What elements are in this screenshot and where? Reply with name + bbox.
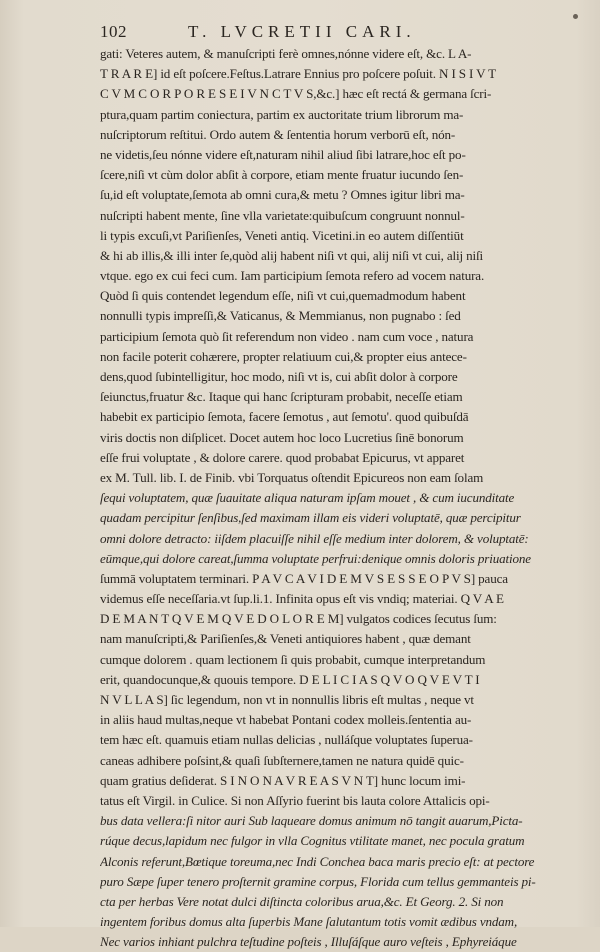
text-line: & hi ab illis,& illi inter ſe,quòd alij habent niſi vt qui, alij niſi vt cui, alij niſi	[100, 247, 483, 263]
text-line: in aliis haud multas,neque vt habebat Pontani codex molleis.ſententia au-	[100, 712, 472, 728]
text-line: nonnulli typis impreſſi,& Vaticanus, & Memmianus, non pugnabo : ſed	[100, 308, 461, 324]
text-line: tatus eſt Virgil. in Culice. Si non Aſſyrio fuerint bis lauta colore Attalicis opi-	[100, 792, 490, 808]
text-line: li typis excuſi,vt Pariſienſes, Veneti antiq. Vicetini.in eo autem diſſentiūt	[100, 227, 464, 243]
text-line: ex M. Tull. lib. I. de Finib. vbi Torquatus oſtendit Epicureos non eam ſolam	[100, 469, 484, 485]
text-line: nuſcriptorum reſtitui. Ordo autem & ſententia horum verborū eſt, nón-	[100, 126, 456, 142]
text-line: caneas adhibere poſsint,& quaſi ſubſternere,tamen ne natura quidē quic-	[100, 752, 464, 768]
page-number: 102	[100, 22, 127, 41]
text-line: eſſe frui voluptate , & dolore carere. quod probabat Epicurus, vt apparet	[100, 449, 465, 465]
text-line: erit, quandocunque,& quouis tempore. D E L I C I A S Q V O Q V E V T I	[100, 671, 480, 687]
text-line: ſcere,niſi vt cùm dolor abſit à corpore, etiam mente fruatur iucundo ſen-	[100, 167, 464, 183]
text-line: puro Sæpe ſuper tenero proſternit gramine corpus, Florida cum tellus gemmanteis pi-	[100, 873, 536, 889]
text-line: tem hæc eſt. quamuis etiam nullas delicias , nulláſque voluptates ſuperua-	[100, 732, 473, 748]
text-line: D E M A N T Q V E M Q V E D O L O R E M] vulgatos codices ſecutus ſum:	[100, 611, 497, 627]
text-line: ſeiunctus,fruatur &c. Itaque qui hanc ſcripturam probabit, neceſſe etiam	[100, 389, 463, 405]
running-title: T. LVCRETII CARI.	[188, 22, 416, 41]
text-line: rúque decus,lapidum nec fulgor in vlla Cognitus vtilitate manet, nec pocula gratum	[100, 833, 525, 849]
text-line: vtque. ego ex cui feci cum. Iam participium ſemota refero ad vocem natura.	[100, 268, 485, 284]
text-line: bus data vellera:ſi nitor auri Sub laqueare domus animum nō tangit auarum,Picta-	[100, 813, 523, 829]
text-line: ptura,quam partim coniectura, partim ex auctoritate trium librorum ma-	[100, 106, 464, 122]
text-line: N V L L A S] ſic legendum, non vt in nonnullis libris eſt multas , neque vt	[100, 692, 474, 707]
text-line: quam gratius deſiderat. S I N O N A V R E A S V N T] hunc locum imi-	[100, 772, 466, 788]
text-line: ſummā voluptatem terminari. P A V C A V I D E M V S E S S E O P V S] pauca	[100, 570, 508, 586]
text-line: cta per herbas Vere notat dulci diſtincta coloribus arua,&c. Et Georg. 2. Si non	[100, 893, 504, 909]
page-corner-mark	[573, 14, 578, 19]
text-line: viris doctis non diſplicet. Docet autem hoc loco Lucretius ſinē bonorum	[100, 429, 464, 445]
page-header	[100, 22, 556, 42]
text-line: Quòd ſi quis contendet legendum eſſe, niſi vt cui,quemadmodum habent	[100, 288, 466, 304]
commentary-text	[100, 44, 560, 952]
text-line: ne videtis,ſeu nónne videre eſt,naturam nihil aliud ſibi latrare,hoc eſt po-	[100, 146, 466, 162]
text-line: omni dolore detracto: iiſdem placuiſſe nihil eſſe medium inter dolorem, & voluptatē:	[100, 530, 529, 546]
text-line: Nec varios inhiant pulchra teſtudine poſteis , Illuſáſque auro veſteis , Ephyreiáque	[100, 934, 517, 950]
text-line: ſequi voluptatem, quæ ſuauitate aliqua naturam ipſam mouet , & cum iucunditate	[100, 490, 515, 506]
text-line: nam manuſcripti,& Pariſienſes,& Veneti antiquiores habent , quæ demant	[100, 631, 471, 647]
text-line: participium ſemota quò ſit referendum non video . nam cum voce , natura	[100, 328, 474, 344]
text-line: quadam percipitur ſenſibus,ſed maximam illam eis videri voluptatē, quæ percipitur	[100, 510, 521, 526]
text-line: ſu,id eſt voluptate,ſemota ab omni cura,& metu ? Omnes igitur libri ma-	[100, 187, 465, 203]
text-line: videmus eſſe neceſſaria.vt ſup.li.1. Infinita opus eſt vis vndiq; materiai. Q V A E	[100, 591, 504, 607]
text-line: T R A R E] id eſt poſcere.Feſtus.Latrare Ennius pro poſcere poſuit. N I S I V T	[100, 66, 496, 82]
text-line: eūmque,qui dolore careat,ſumma voluptate perfrui:denique omnis doloris priuatione	[100, 550, 531, 566]
text-line: cumque dolorem . quam lectionem ſi quis probabit, cumque interpretandum	[100, 651, 486, 667]
text-line: Alconis referunt,Bœtique toreuma,nec Indi Conchea baca maris precio eſt: at pectore	[100, 853, 535, 869]
text-line: habebit ex participio ſemota, facere ſemotus , aut ſemotu'. quod quibuſdā	[100, 409, 469, 425]
text-line: nuſcripti habent mente, ſine vlla varietate:quibuſcum congruunt nonnul-	[100, 207, 465, 223]
text-line: dens,quod ſubintelligitur, hoc modo, niſi vt is, cui abſit dolor à corpore	[100, 369, 458, 384]
text-line: gati: Veteres autem, & manuſcripti ferè omnes,nónne videre eſt, &c. L A-	[100, 46, 472, 61]
text-line: C V M C O R P O R E S E I V N C T V S,&c.] hæc eſt rectá & germana ſcri-	[100, 86, 492, 102]
text-line: non facile poterit cohærere, propter relatiuum cui,& propter eius antece-	[100, 348, 467, 364]
text-line: ingentem foribus domus alta ſuperbis Mane ſalutantum totis vomit ædibus vndam,	[100, 914, 518, 930]
